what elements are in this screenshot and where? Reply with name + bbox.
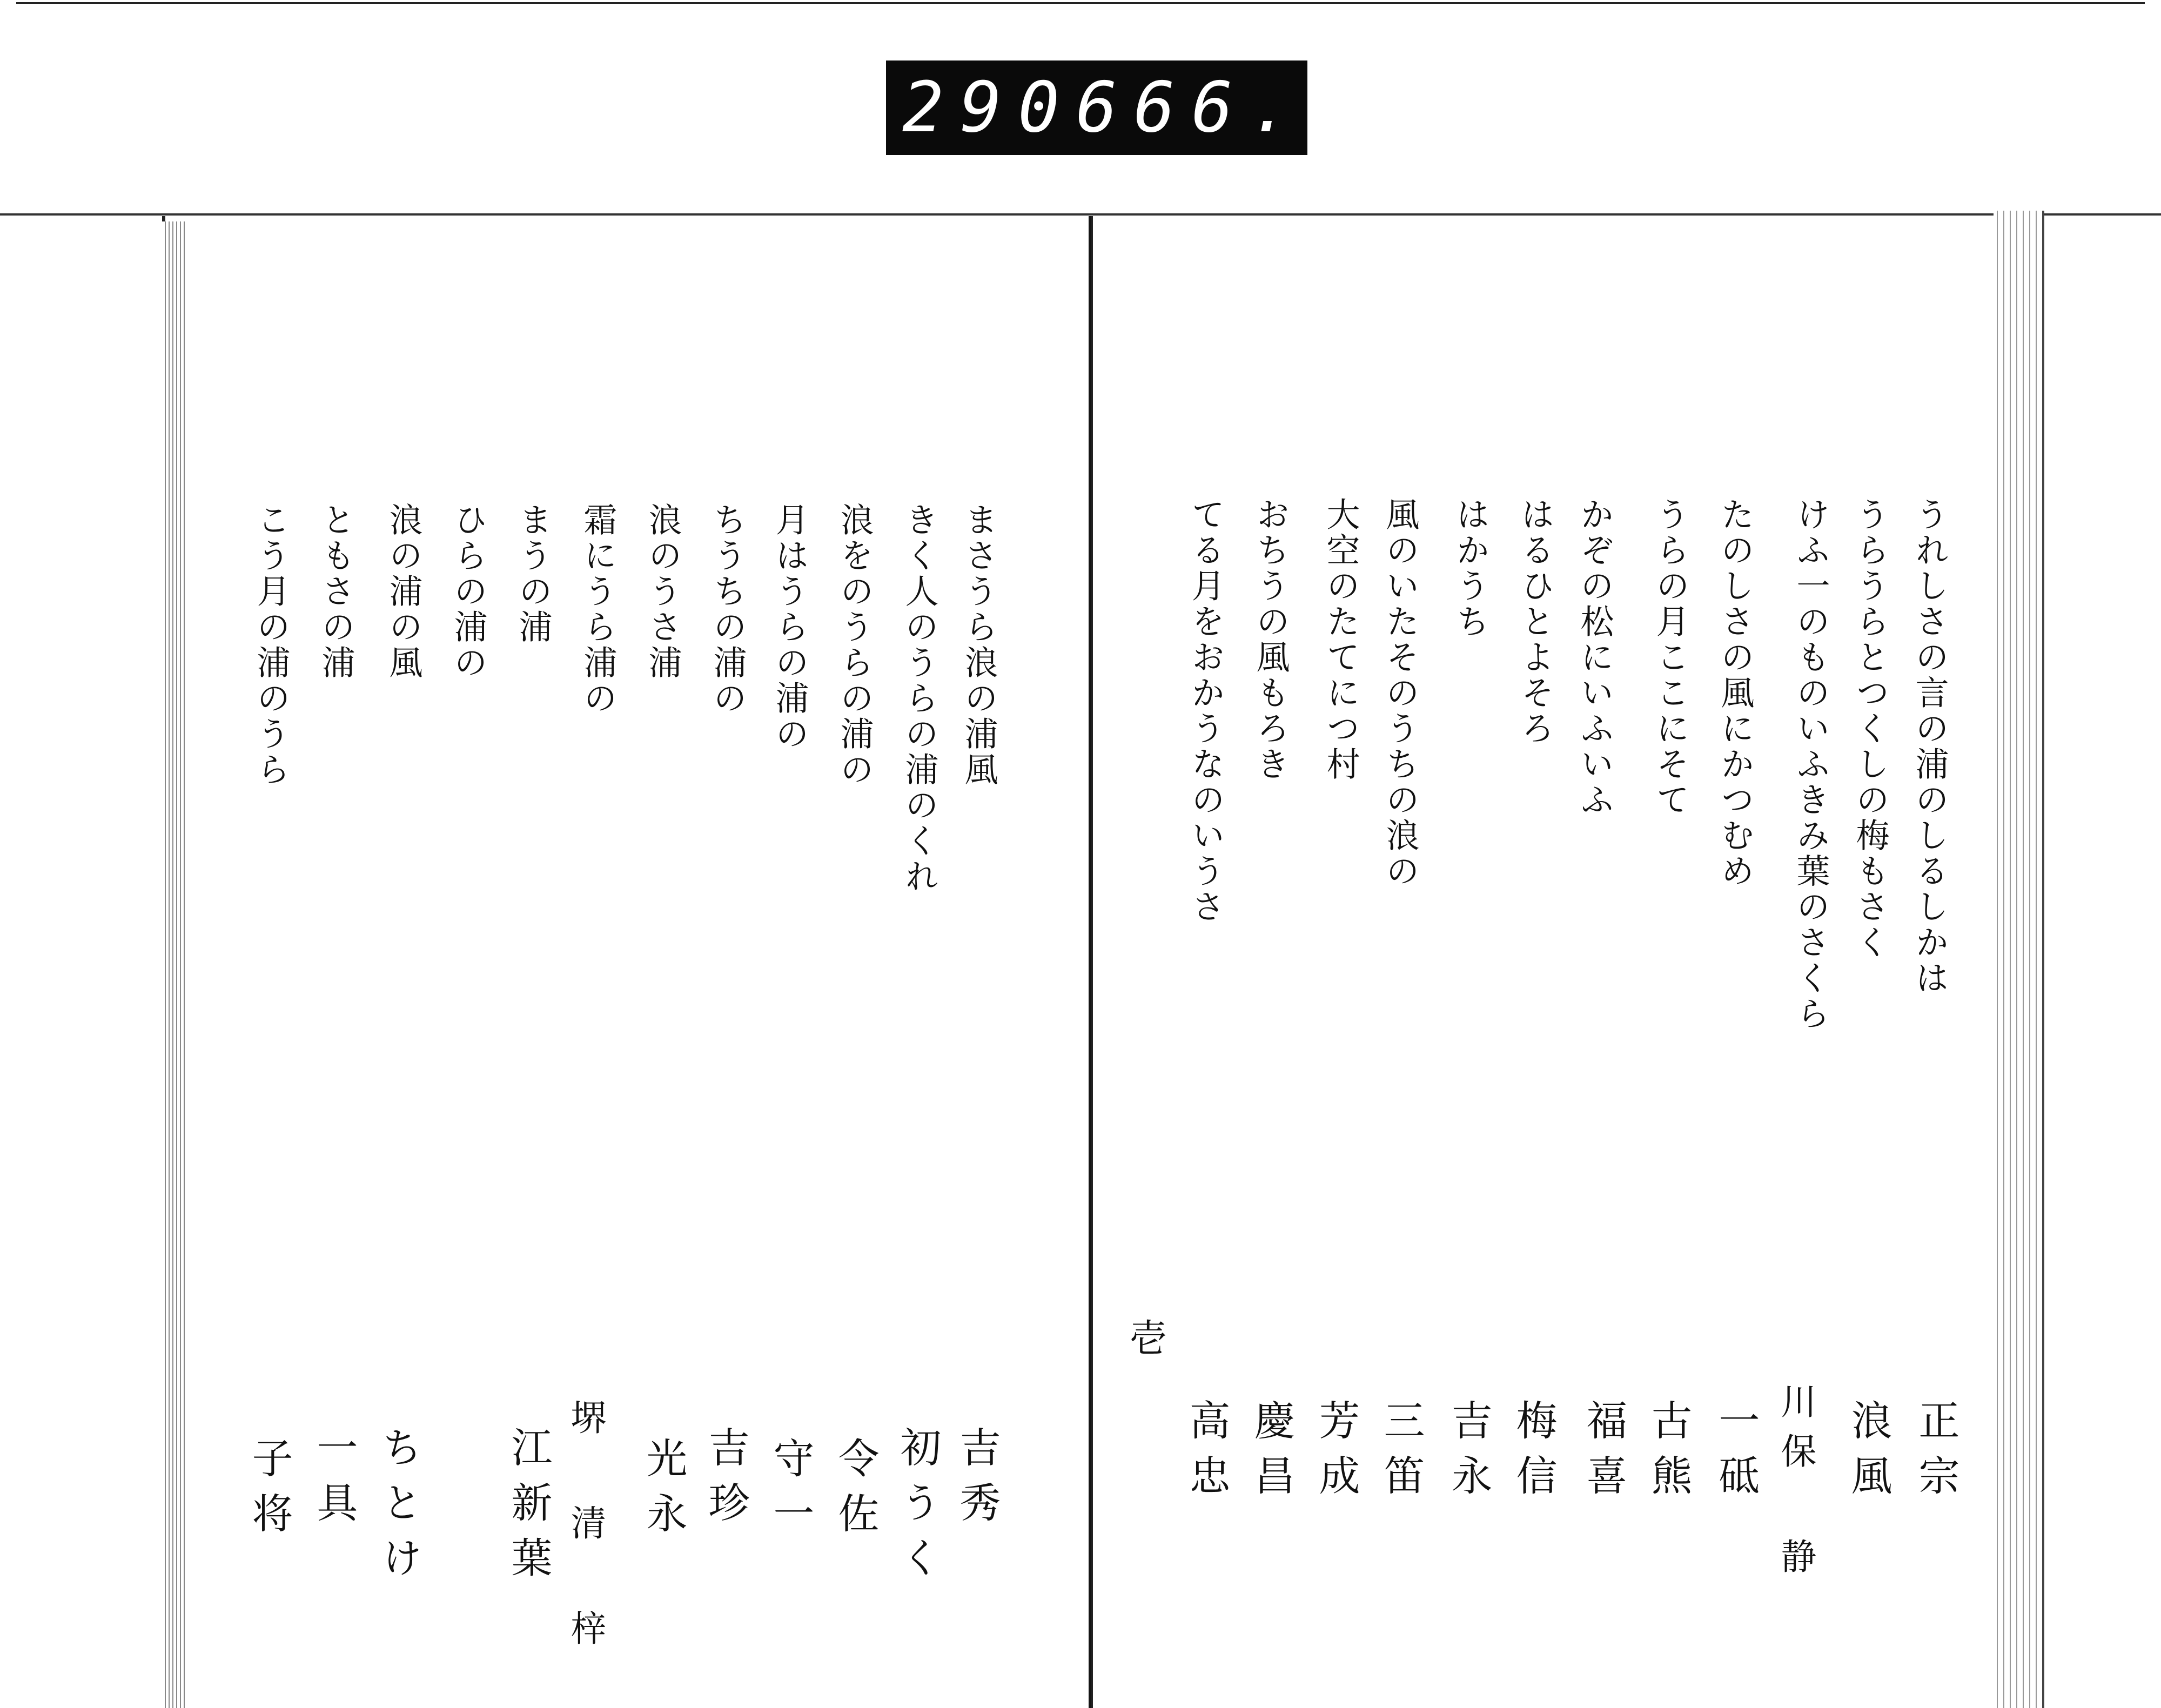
- right-text-line: うらの月ここにそて: [1650, 497, 1690, 818]
- left-author: 堺 清 梓: [565, 1399, 606, 1659]
- right-author: 正宗: [1912, 1399, 1960, 1509]
- left-text-line: まうの浦: [513, 502, 553, 645]
- right-text-line: 風のいたそのうちの浪の: [1380, 497, 1420, 889]
- right-author: 一砥: [1712, 1399, 1760, 1509]
- right-author: 古熊: [1645, 1399, 1693, 1509]
- left-author: 江新葉: [505, 1426, 553, 1591]
- right-author: 高忠: [1183, 1399, 1231, 1509]
- right-text-line: けふ一のものいふきみ葉のさくら: [1791, 497, 1830, 1032]
- page-number: 壱: [1123, 1318, 1167, 1358]
- right-author: 福喜: [1580, 1399, 1628, 1509]
- right-text-line: てる月をおかうなのいうさ: [1186, 497, 1225, 925]
- left-text-line: 浪をのうらの浦の: [835, 502, 874, 788]
- left-text-line: こう月の浦のうら: [251, 502, 291, 788]
- right-text-line: うれしさの言の浦のしるしかは: [1910, 497, 1949, 996]
- left-text-line: きく人のうらの浦のくれ: [900, 502, 939, 895]
- right-author: 川保 静: [1775, 1383, 1816, 1588]
- right-text-line: たのしさの風にかつむめ: [1715, 497, 1755, 889]
- frame-right-number: 666.: [1076, 68, 1307, 148]
- frame-number-label: [886, 60, 1307, 155]
- left-author: 光永: [640, 1437, 688, 1547]
- right-text-line: おちうの風もろき: [1251, 497, 1290, 782]
- right-author: 芳成: [1312, 1399, 1360, 1509]
- left-author: 令佐: [831, 1437, 880, 1547]
- left-text-line: 霜にうら浦の: [578, 502, 618, 716]
- right-text-line: はかうち: [1451, 497, 1490, 640]
- right-text-line: かぞの松にいふいふ: [1575, 497, 1614, 818]
- left-author: 子将: [245, 1437, 293, 1547]
- left-text-line: ちうちの浦の: [708, 502, 747, 716]
- right-text-line: はるひとよそろ: [1515, 497, 1555, 747]
- right-text-line: うらうらとつくしの梅もさく: [1850, 497, 1890, 960]
- left-text-line: ともさの浦: [316, 502, 355, 681]
- left-author: ちとけ: [375, 1426, 423, 1591]
- left-author: 初うく: [894, 1426, 942, 1591]
- right-author: 慶昌: [1247, 1399, 1296, 1509]
- right-author: 浪風: [1844, 1399, 1892, 1509]
- left-author: 守一: [767, 1437, 815, 1547]
- left-text-line: 浪の浦の風: [384, 502, 423, 681]
- right-author: 梅信: [1509, 1399, 1558, 1509]
- left-author: 一具: [310, 1426, 358, 1536]
- left-page: [162, 216, 1091, 1708]
- left-text-line: ひらの浦の: [448, 502, 488, 681]
- left-text-line: 浪のうさ浦: [643, 502, 682, 681]
- right-text-line: 大空のたてにつ村: [1321, 497, 1360, 782]
- right-page-edge: [1994, 211, 2044, 1708]
- left-text-line: 月はうらの浦の: [770, 502, 809, 752]
- left-text-line: まさうら浪の浦風: [959, 502, 998, 788]
- right-author: 三笛: [1377, 1399, 1425, 1509]
- left-author: 吉秀: [953, 1426, 1001, 1536]
- left-page-edge: [162, 221, 186, 1708]
- top-rule: [0, 0, 2161, 5]
- frame-left-number: 290: [902, 68, 1076, 148]
- left-author: 吉珍: [702, 1426, 750, 1536]
- header-rule: [0, 213, 2161, 216]
- right-author: 吉永: [1445, 1399, 1493, 1509]
